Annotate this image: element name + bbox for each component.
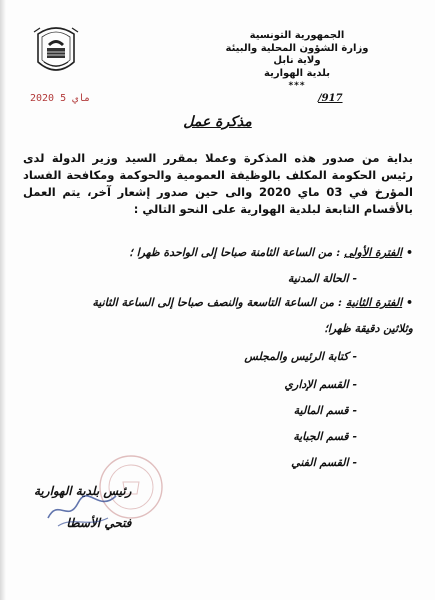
dash-icon: - [352, 350, 357, 363]
dash-icon: - [352, 272, 357, 285]
dash-icon: - [352, 404, 357, 417]
dash-icon: - [352, 456, 357, 469]
document-header [217, 30, 377, 93]
period2-item [284, 378, 357, 391]
period2-item-label: قسم المالية [293, 404, 349, 417]
period1-label: الفترة الأولى [344, 246, 403, 259]
signature-title: رئيس بلدية الهوارية [34, 484, 132, 498]
period2-item-label: قسم الجباية [293, 430, 349, 443]
period2-item [291, 456, 357, 469]
header-stars: *** [288, 81, 306, 91]
period1-line [129, 246, 413, 259]
signature-name: فتحي الأسطا [66, 516, 132, 530]
period2-item [244, 350, 357, 363]
period2-item [293, 430, 357, 443]
handwritten-signature-icon [38, 478, 128, 538]
period2-item-label: القسم الفني [291, 456, 349, 469]
dash-icon: - [352, 378, 357, 391]
date-stamp: 2020 ماي 5 [30, 93, 91, 104]
period1-text: : من الساعة الثامنة صباحا إلى الواحدة ظهرا ؛ [129, 246, 341, 259]
municipality-emblem-icon [30, 22, 82, 82]
header-country: الجمهورية التونسية [249, 30, 345, 41]
period2-continuation: وثلاثين دقيقة ظهرا؛ [324, 322, 413, 335]
header-ministry: وزارة الشؤون المحلية والبيئة [225, 42, 369, 54]
period2-item [294, 404, 357, 417]
header-governorate: ولاية نابل [273, 55, 321, 66]
header-municipality: بلدية الهوارية [264, 67, 330, 79]
bullet-icon: • [405, 296, 413, 309]
period2-item-label: القسم الإداري [284, 378, 349, 391]
scan-edge-shadow [0, 0, 6, 600]
intro-paragraph: بداية من صدور هذه المذكرة وعملا بمقرر السيد وزير الدولة لدى رئيس الحكومة المكلف بالوظيفة العمومية والحوكمة ومكافحة الفساد المؤرخ في 03 ماي 2020 والى حين صدور إشعار آخر، يتم العمل بالأقسام التابعة لبلدية الهوارية على النحو التالي : [23, 151, 413, 216]
bullet-icon: • [405, 246, 413, 259]
period2-item-label: كتابة الرئيس والمجلس [244, 350, 349, 363]
period2-text: : من الساعة التاسعة والنصف صباحا إلى الساعة الثانية [92, 296, 342, 309]
dash-icon: - [352, 430, 357, 443]
period2-line [92, 296, 413, 309]
page-title: مذكرة عمل [183, 114, 252, 130]
reference-number: /917 [318, 93, 343, 104]
period2-label: الفترة الثانية [345, 296, 403, 309]
period1-item-label: الحالة المدنية [287, 272, 349, 285]
period1-item [288, 272, 357, 285]
